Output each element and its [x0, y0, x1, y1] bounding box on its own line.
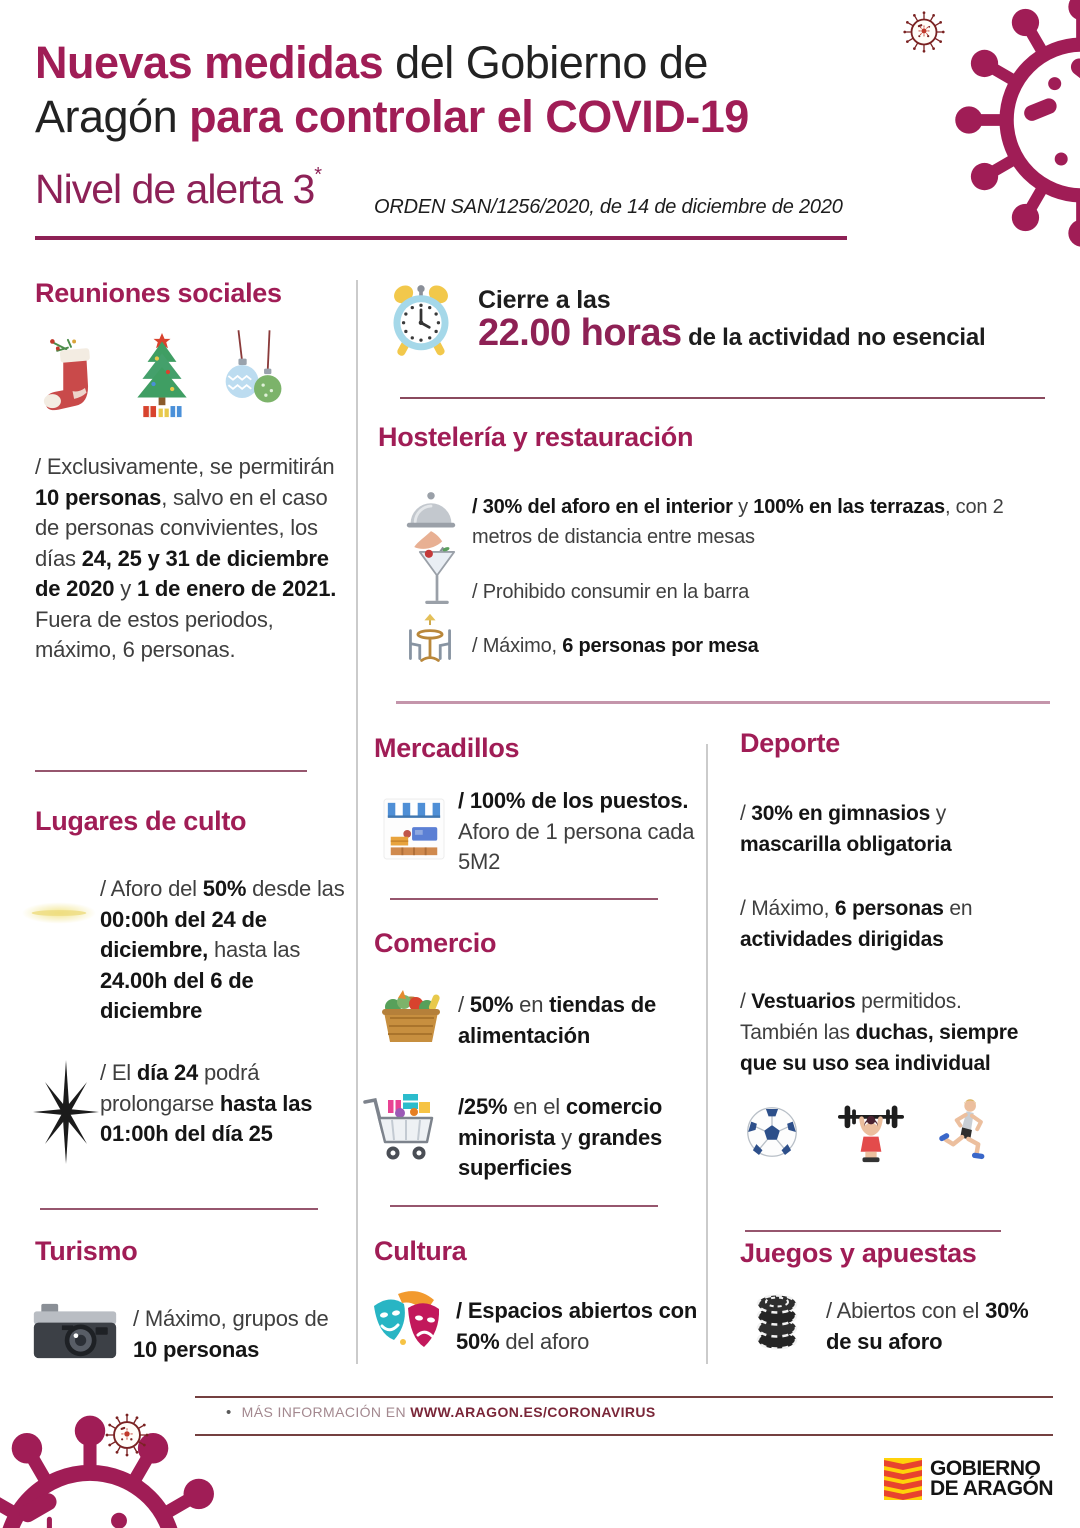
closure-time: 22.00 horas: [478, 312, 682, 354]
serving-cloche-icon: [404, 490, 458, 550]
christmas-stocking-icon: [40, 330, 102, 425]
page-title: Nuevas medidas del Gobierno de Aragón para controlar el COVID-19: [35, 37, 749, 142]
section-title-hosteleria: Hostelería y restauración: [378, 422, 694, 452]
deporte-item-2: / Máximo, 6 personas en actividades dirigidas: [740, 897, 973, 951]
mercadillos-item: / 100% de los puestos. Aforo de 1 persona cada 5M2: [458, 788, 695, 874]
closure-time-line: 22.00 horas de la actividad no esencial: [478, 312, 986, 354]
coronavirus-outline-icon: [100, 1408, 154, 1462]
section-title-deporte: Deporte: [740, 728, 840, 758]
coronavirus-outline-icon: [898, 6, 950, 58]
hosteleria-item-1: / 30% del aforo en el interior y 100% en las terrazas, con 2 metros de distancia entre mesas: [472, 496, 1004, 548]
hosteleria-item-2: / Prohibido consumir en la barra: [472, 581, 750, 603]
section-rule: [40, 1208, 318, 1210]
culto-item-2: / El día 24 podrá prolongarse hasta las 01:00h del día 25: [100, 1060, 313, 1146]
section-title-culto: Lugares de culto: [35, 806, 247, 836]
section-title-reuniones: Reuniones sociales: [35, 278, 282, 308]
soccer-ball-icon: [746, 1106, 798, 1158]
juegos-item: / Abiertos con el 30% de su aforo: [826, 1298, 1029, 1354]
turismo-item: / Máximo, grupos de 10 personas: [133, 1306, 329, 1362]
shopping-cart-icon: [362, 1088, 448, 1164]
table-chairs-icon: [400, 612, 460, 666]
section-rule: [745, 1230, 1001, 1232]
christmas-tree-icon: [128, 328, 196, 428]
weightlifting-icon: [838, 1098, 904, 1164]
order-reference: ORDEN SAN/1256/2020, de 14 de diciembre de 2020: [374, 196, 843, 218]
header-rule: [35, 236, 847, 240]
gobierno-aragon-logo: [884, 1458, 1053, 1500]
christmas-ornaments-icon: [222, 330, 286, 422]
comercio-item-1: / 50% en tiendas de alimentación: [458, 992, 656, 1048]
alert-level: Nivel de alerta 3*: [35, 163, 323, 212]
candle-glow-icon: [20, 890, 98, 936]
section-title-cultura: Cultura: [374, 1236, 467, 1266]
section-rule: [390, 1205, 658, 1207]
theater-masks-icon: [370, 1290, 444, 1354]
food-basket-icon: [376, 984, 446, 1046]
alarm-clock-icon: [388, 282, 454, 358]
closure-intro: Cierre a las: [478, 286, 611, 314]
footer-url[interactable]: WWW.ARAGON.ES/CORONAVIRUS: [410, 1404, 656, 1420]
footer-info: • MÁS INFORMACIÓN EN WWW.ARAGON.ES/CORONAVIRUS: [226, 1404, 656, 1421]
bethlehem-star-icon: [33, 1060, 99, 1164]
comercio-item-2: /25% en el comercio minorista y grandes superficies: [458, 1094, 663, 1180]
market-stall-icon: [383, 798, 445, 860]
section-rule: [396, 701, 1050, 704]
aragon-flag-icon: [884, 1458, 922, 1500]
section-title-turismo: Turismo: [35, 1236, 138, 1266]
hosteleria-item-3: / Máximo, 6 personas por mesa: [472, 635, 759, 657]
section-rule: [35, 770, 307, 772]
reuniones-paragraph: / Exclusivamente, se permitirán 10 personas, salvo en el caso de personas convivientes, los días 24, 25 y 31 de diciembre de 2020 y 1 de enero de 2021. Fuera de estos periodos, máximo, 6 personas.: [35, 454, 337, 662]
section-title-juegos: Juegos y apuestas: [740, 1238, 977, 1268]
section-rule: [390, 898, 658, 900]
footer-rule-bottom: [195, 1434, 1053, 1436]
section-rule: [400, 397, 1045, 399]
section-title-comercio: Comercio: [374, 928, 497, 958]
column-divider-right: [706, 744, 708, 1364]
column-divider-left: [356, 280, 358, 1364]
deporte-item-3: / Vestuarios permitidos. También las duchas, siempre que su uso sea individual: [740, 990, 1019, 1075]
camera-icon: [33, 1302, 117, 1360]
footer-rule-top: [195, 1396, 1053, 1398]
culto-item-1: / Aforo del 50% desde las 00:00h del 24 de diciembre, hasta las 24.00h del 6 de diciembre: [100, 876, 345, 1023]
cultura-item: / Espacios abiertos con 50% del aforo: [456, 1298, 698, 1354]
cocktail-icon: [418, 546, 456, 614]
runner-icon: [938, 1094, 988, 1166]
section-title-mercadillos: Mercadillos: [374, 733, 520, 763]
deporte-item-1: / 30% en gimnasios y mascarilla obligatoria: [740, 802, 952, 856]
poker-chips-icon: [754, 1288, 800, 1350]
coronavirus-icon: [952, 0, 1080, 250]
logo-text: GOBIERNO DE ARAGÓN: [930, 1457, 1054, 1500]
